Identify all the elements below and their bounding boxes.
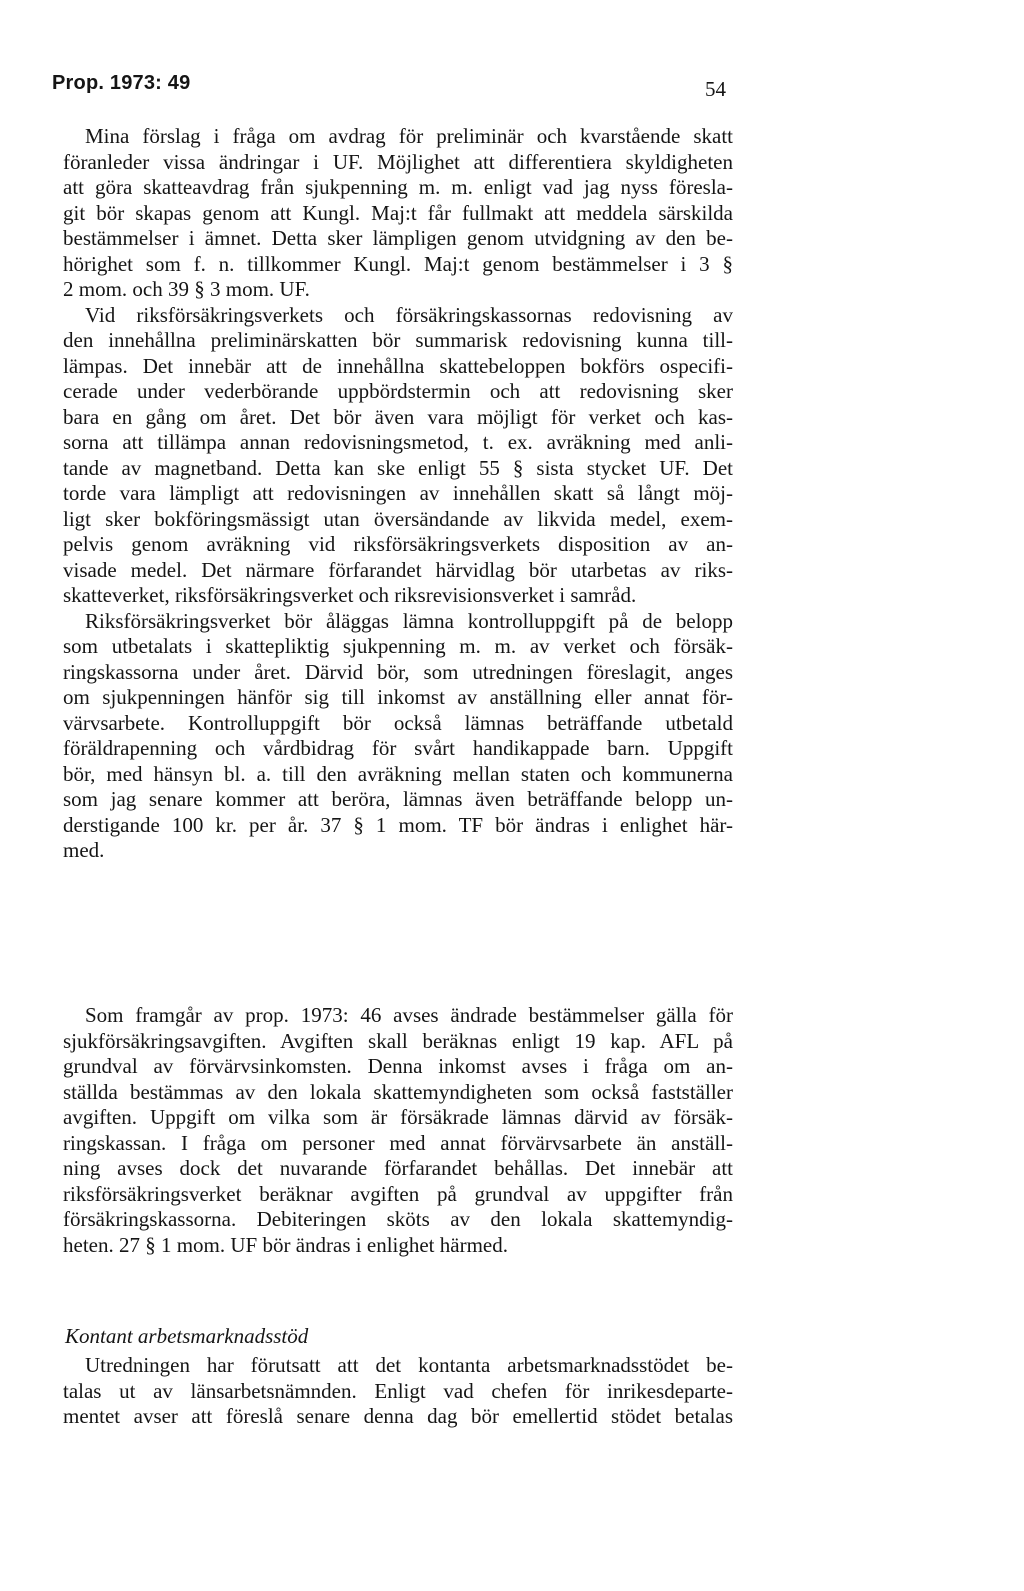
text-line: Utredningen har förutsatt att det kontanta arbetsmarknadsstödet be- [85, 1353, 733, 1377]
text-line: hörighet som f. n. tillkommer Kungl. Maj:t genom bestämmelser i 3 § [63, 251, 733, 276]
text-line: föranleder vissa ändringar i UF. Möjlighet att differentiera skyldigheten [63, 149, 733, 174]
text-line: ringskassan. I fråga om personer med annat förvärvsarbete än anställ- [63, 1130, 733, 1155]
text-line: försäkringskassorna. Debiteringen sköts av den lokala skattemyndig- [63, 1207, 733, 1231]
page-number: 54 [705, 77, 726, 101]
text-line: värvsarbete. Kontrolluppgift bör också lämnas beträffande utbetald [63, 710, 733, 735]
text-line: om sjukpenningen hänför sig till inkomst av anställning eller annat för- [63, 685, 733, 709]
text-line: lämpas. Det innebär att de innehållna skattebeloppen bokförs ospecifi- [63, 353, 733, 378]
text-line: sjukförsäkringsavgiften. Avgiften skall beräknas enligt 19 kap. AFL på [63, 1028, 733, 1053]
text-line: grundval av förvärvsinkomsten. Denna inkomst avses i fråga om an- [63, 1054, 733, 1078]
text-line: bör, med hänsyn bl. a. till den avräkning mellan staten och kommunerna [63, 761, 733, 786]
text-line: Riksförsäkringsverket bör åläggas lämna kontrolluppgift på de belopp [85, 608, 733, 633]
document-reference: Prop. 1973: 49 [52, 72, 191, 94]
text-line: torde vara lämpligt att redovisningen av innehållen skatt så långt möj- [63, 481, 733, 505]
text-line: derstigande 100 kr. per år. 37 § 1 mom. TF bör ändras i enlighet här- [63, 812, 733, 837]
text-line: ringskassorna under året. Därvid bör, som utredningen föreslagit, anges [63, 659, 733, 684]
text-line: sorna att tillämpa annan redovisningsmetod, t. ex. avräkning med anli- [63, 430, 733, 454]
text-line: talas ut av länsarbetsnämnden. Enligt vad chefen för inrikesdeparte- [63, 1378, 733, 1403]
text-line: Mina förslag i fråga om avdrag för preliminär och kvarstående skatt [85, 124, 733, 148]
text-line: cerade under vederbörande uppbördstermin och att redovisning sker [63, 379, 733, 403]
text-line: pelvis genom avräkning vid riksförsäkringsverkets disposition av an- [63, 532, 733, 556]
text-line: med. [63, 838, 105, 862]
text-line: heten. 27 § 1 mom. UF bör ändras i enlighet härmed. [63, 1232, 508, 1257]
text-line: föräldrapenning och vårdbidrag för svårt handikappade barn. Uppgift [63, 736, 733, 760]
text-line: som jag senare kommer att beröra, lämnas även beträffande belopp un- [63, 787, 733, 811]
text-line: tande av magnetband. Detta kan ske enligt 55 § sista stycket UF. Det [63, 455, 733, 480]
text-line: mentet avser att föreslå senare denna dag bör emellertid stödet betalas [63, 1404, 733, 1428]
text-line: riksförsäkringsverket beräknar avgiften på grundval av uppgifter från [63, 1181, 733, 1206]
text-line: som utbetalats i skattepliktig sjukpenning m. m. av verket och försäk- [63, 634, 733, 658]
paragraph-block-withholding [63, 124, 733, 864]
text-line: Vid riksförsäkringsverkets och försäkringskassornas redovisning av [85, 302, 733, 327]
text-line: 2 mom. och 39 § 3 mom. UF. [63, 277, 310, 301]
text-line: Som framgår av prop. 1973: 46 avses ändrade bestämmelser gälla för [85, 1003, 733, 1027]
text-line: den innehållna preliminärskatten bör summarisk redovisning kunna till- [63, 328, 733, 352]
text-line: visade medel. Det närmare förfarandet härvidlag bör utarbetas av riks- [63, 557, 733, 582]
paragraph-block-labour-market-support [63, 1353, 733, 1430]
text-line: avgiften. Uppgift om vilka som är försäkrade lämnas därvid av försäk- [63, 1105, 733, 1129]
text-line: ligt sker bokföringsmässigt utan översändande av likvida medel, exem- [63, 506, 733, 531]
text-line: ställda bestämmas av den lokala skattemyndigheten som också fastställer [63, 1079, 733, 1104]
text-line: skatteverket, riksförsäkringsverket och riksrevisionsverket i samråd. [63, 583, 637, 607]
section-heading: Kontant arbetsmarknadsstöd [65, 1324, 309, 1348]
page-header [52, 72, 732, 102]
text-line: bestämmelser i ämnet. Detta sker lämpligen genom utvidgning av den be- [63, 226, 733, 250]
text-line: git bör skapas genom att Kungl. Maj:t får fullmakt att meddela särskilda [63, 200, 733, 225]
text-line: bara en gång om året. Det bör även vara möjligt för verket och kas- [63, 404, 733, 429]
text-line: att göra skatteavdrag från sjukpenning m. m. enligt vad jag nyss föresla- [63, 175, 733, 199]
text-line: ning avses dock det nuvarande förfarandet behållas. Det innebär att [63, 1156, 733, 1180]
paragraph-block-sickness-fee [63, 1003, 733, 1258]
